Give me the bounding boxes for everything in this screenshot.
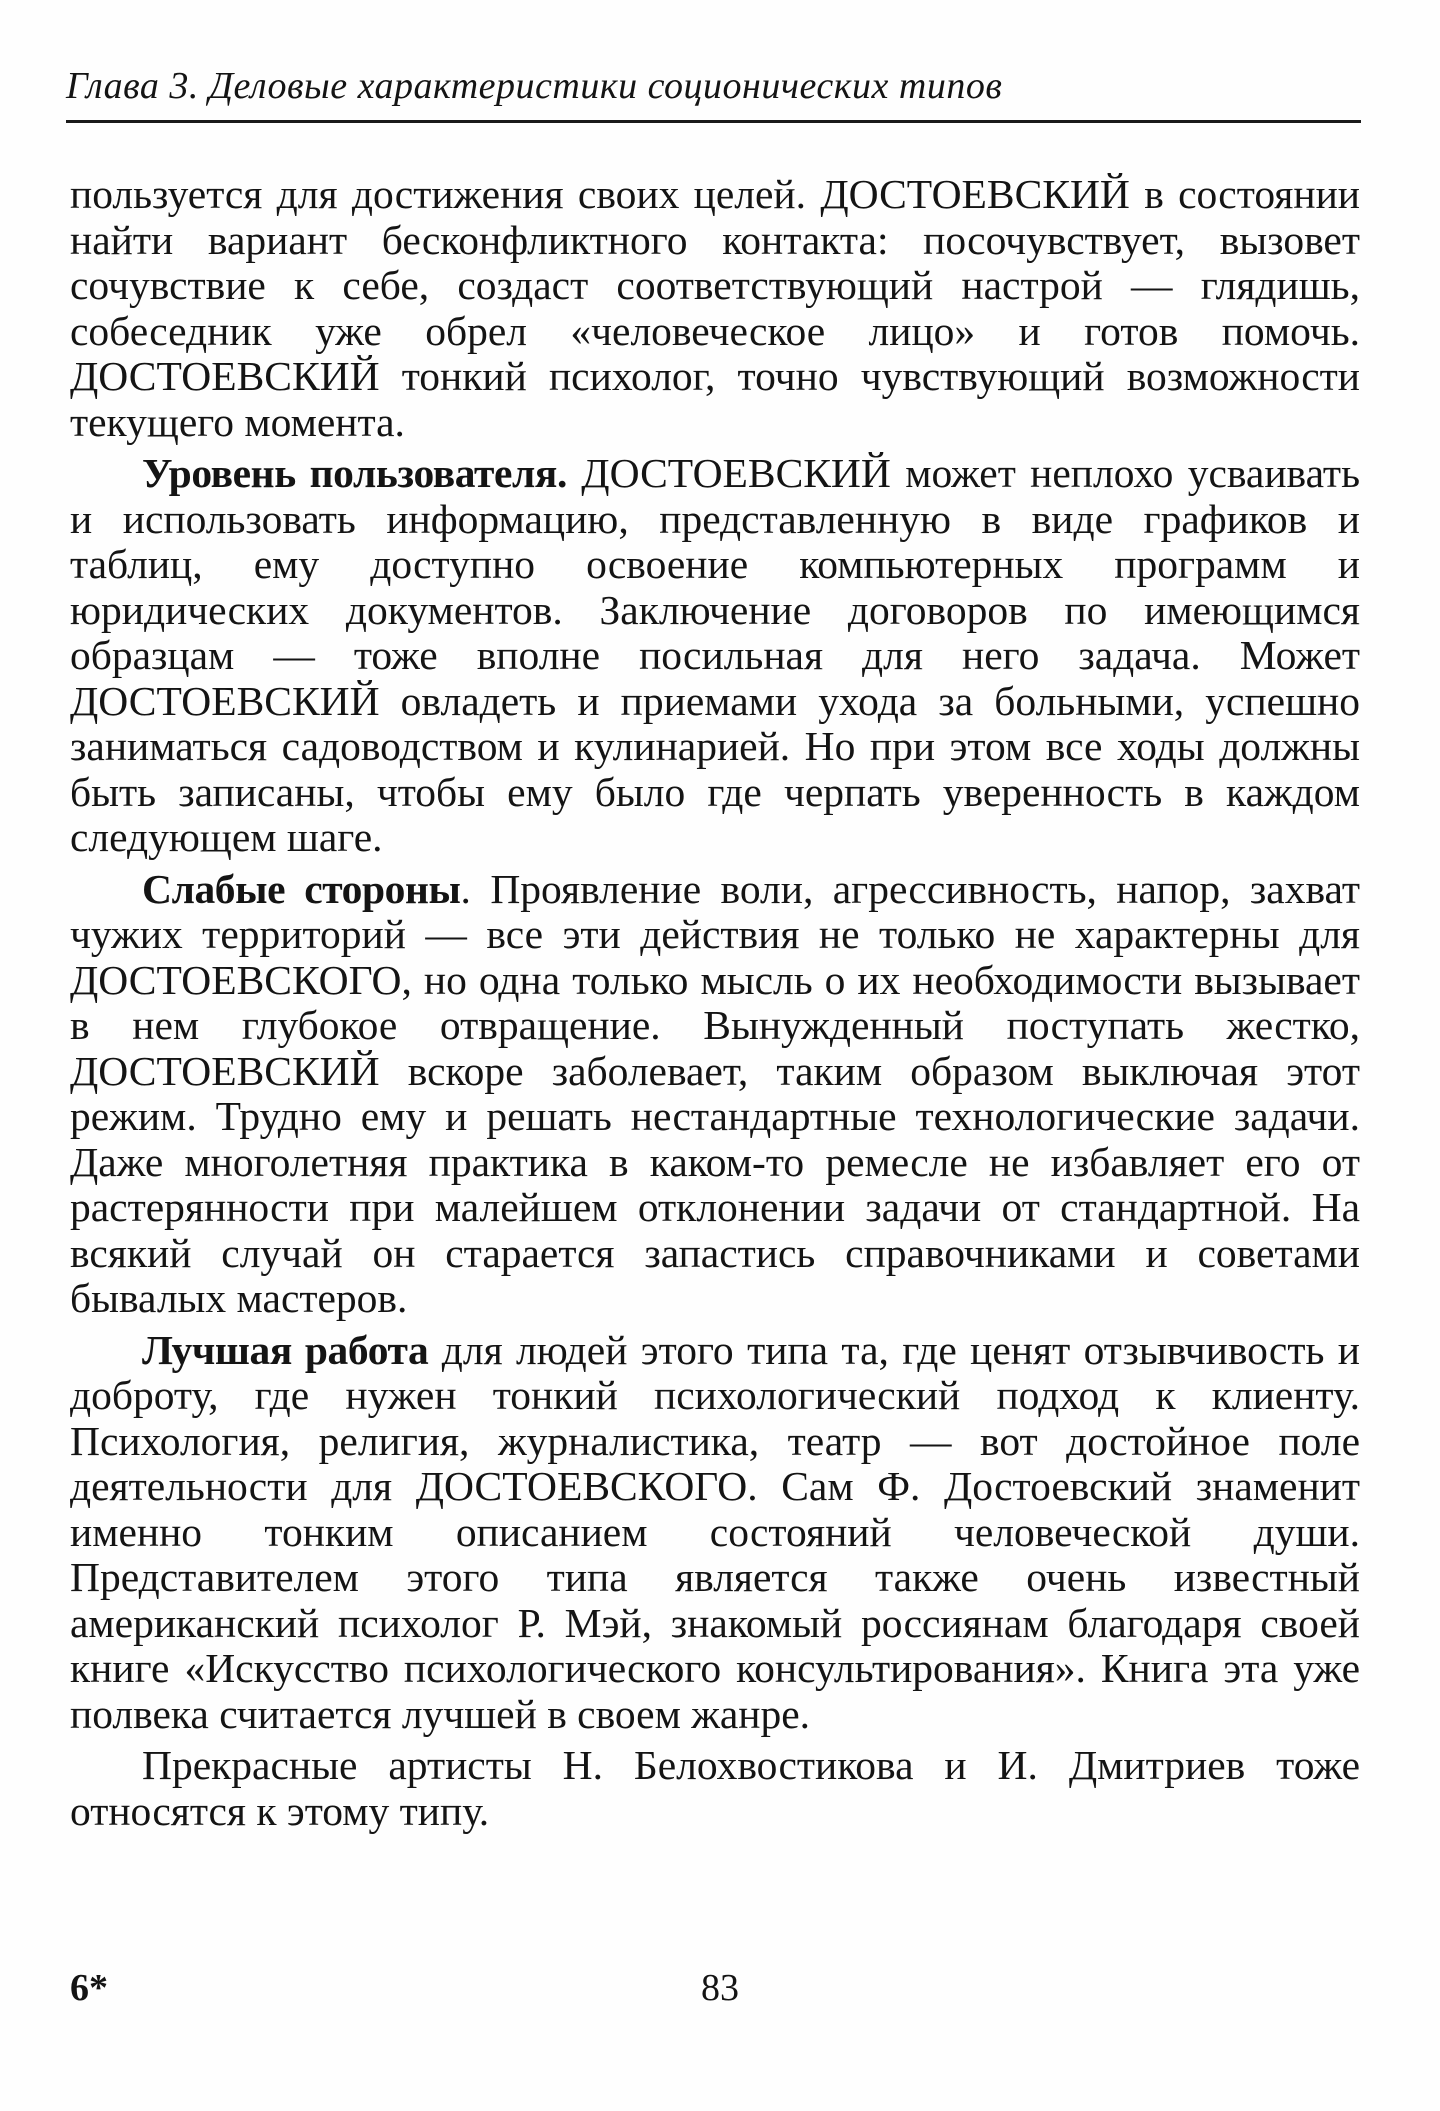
paragraph-heading-weaknesses: Слабые стороны [142, 865, 461, 912]
page-number: 83 [701, 1967, 739, 2009]
signature-mark: 6* [70, 1967, 108, 2009]
paragraph-text-user-level: ДОСТОЕВСКИЙ может неплохо усваивать и использовать информацию, представленную в виде графиков и таблиц, ему доступно освоение компьютерных программ и юридических документов. Заключение договоров по имеющимся образцам — тоже вполне посильная для него задача. Может ДОСТОЕВСКИЙ овладеть и приемами ухода за больными, успешно заниматься садоводством и кулинарией. Но при этом все ходы должны быть записаны, чтобы ему было где черпать уверенность в каждом следующем шаге. [70, 450, 1360, 860]
paragraph-heading-user-level: Уровень пользователя. [142, 450, 567, 496]
paragraph-heading-best-work: Лучшая работа [142, 1326, 429, 1373]
paragraph-weaknesses [70, 867, 1360, 1322]
paragraph-best-work [70, 1328, 1360, 1738]
header-rule [66, 120, 1361, 123]
paragraph-user-level [70, 451, 1360, 861]
body-text [70, 172, 1360, 1840]
paragraph-continuation: пользуется для достижения своих целей. ДОСТОЕВСКИЙ в состоянии найти вариант бесконфликтного контакта: посочувствует, вызовет сочувствие к себе, создаст соответствующий настрой — глядишь, собеседник уже обрел «человеческое лицо» и готов помочь. ДОСТОЕВСКИЙ тонкий психолог, точно чувствующий возможности текущего момента. [70, 171, 1360, 445]
paragraph-text-best-work: для людей этого типа та, где ценят отзывчивость и доброту, где нужен тонкий психологический подход к клиенту. Психология, религия, журналистика, театр — вот достойное поле деятельности для ДОСТОЕВСКОГО. Сам Ф. Достоевский знаменит именно тонким описанием состояний человеческой души. Представителем этого типа является также очень известный американский психолог Р. Мэй, знакомый россиянам благодаря своей книге «Искусство психологического консультирования». Книга эта уже полвека считается лучшей в своем жанре. [70, 1326, 1360, 1737]
paragraph-text-weaknesses: . Проявление воли, агрессивность, напор, захват чужих территорий — все эти действия не только не характерны для ДОСТОЕВСКОГО, но одна только мысль о их необходимости вызывает в нем глубокое отвращение. Вынужденный поступать жестко, ДОСТОЕВСКИЙ вскоре заболевает, таким образом выключая этот режим. Трудно ему и решать нестандартные технологические задачи. Даже многолетняя практика в каком-то ремесле не избавляет его от растерянности при малейшем отклонении задачи от стандартной. На всякий случай он старается запастись справочниками и советами бывалых мастеров. [70, 865, 1360, 1321]
paragraph-actors: Прекрасные артисты Н. Белохвостикова и И. Дмитриев тоже относятся к этому типу. [70, 1742, 1360, 1834]
running-header: Глава 3. Деловые характеристики соционических типов [66, 65, 1003, 107]
